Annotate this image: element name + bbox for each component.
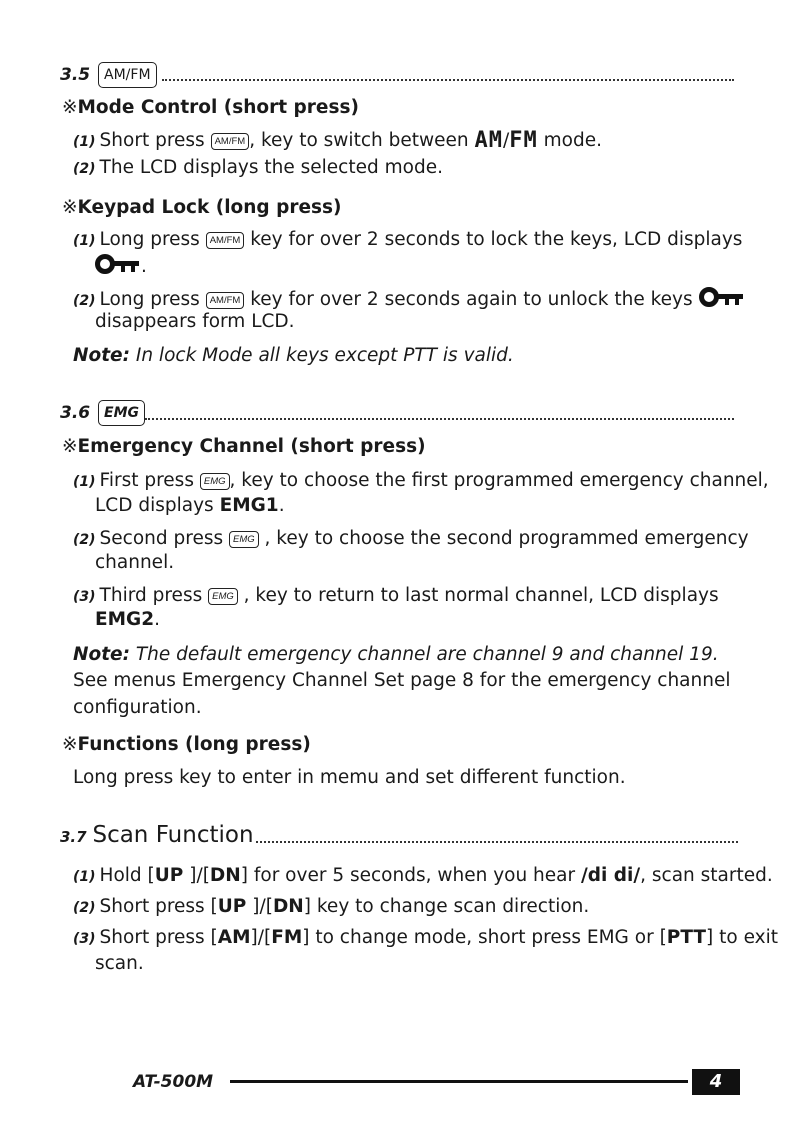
emg-item-1: (1) First press EMG , key to choose the first programmed emergency channel, xyxy=(73,470,769,491)
functions-heading: ※Functions (long press) xyxy=(62,734,311,755)
am-fm-key: AM/FM xyxy=(98,62,157,88)
lock-item-2: (2) Long press AM/FM key for over 2 seconds again to unlock the keys xyxy=(73,286,745,310)
emg-key-inline: EMG xyxy=(208,588,238,605)
emg-key-inline: EMG xyxy=(229,531,259,548)
scan-item-3-cont: scan. xyxy=(95,953,144,974)
emergency-channel-heading: ※Emergency Channel (short press) xyxy=(62,436,426,457)
section-number: 3.6 xyxy=(60,403,91,423)
emg-key: EMG xyxy=(98,400,145,426)
footer-rule xyxy=(230,1080,688,1083)
leader-dots xyxy=(145,418,734,420)
section-number: 3.5 xyxy=(60,65,91,85)
section-3-6-header xyxy=(60,400,145,426)
scan-item-2: (2) Short press [UP ]/[DN] key to change scan direction. xyxy=(73,896,590,917)
lcd-fm: FM xyxy=(509,128,538,153)
scan-item-1: (1) Hold [UP ]/[DN] for over 5 seconds, when you hear /di di/, scan started. xyxy=(73,865,773,886)
emg-key-inline: EMG xyxy=(200,473,230,490)
lock-item-2-cont: disappears form LCD. xyxy=(95,311,295,332)
lock-item-1: (1) Long press AM/FM key for over 2 seconds to lock the keys, LCD displays xyxy=(73,229,743,250)
section-number: 3.7 xyxy=(60,828,87,846)
keypad-lock-heading: ※Keypad Lock (long press) xyxy=(62,197,342,218)
note-3-6-line2: See menus Emergency Channel Set page 8 for the emergency channel xyxy=(73,670,731,691)
am-fm-key-inline: AM/FM xyxy=(206,292,245,309)
mode-control-heading: ※Mode Control (short press) xyxy=(62,97,359,118)
mode-item-1: (1) Short press AM/FM , key to switch between AM/FM mode. xyxy=(73,128,602,153)
note-3-6: Note: The default emergency channel are channel 9 and channel 19. xyxy=(73,644,719,665)
leader-dots xyxy=(256,841,738,843)
page-number: 4 xyxy=(692,1069,740,1095)
note-3-6-line3: configuration. xyxy=(73,697,202,718)
emg-item-3-cont: EMG2. xyxy=(95,609,160,630)
lock-item-1-cont: . xyxy=(95,253,147,277)
lcd-am: AM xyxy=(474,128,503,153)
section-title: Scan Function xyxy=(92,822,254,848)
emg-item-2: (2) Second press EMG , key to choose the second programmed emergency xyxy=(73,528,749,549)
key-lock-icon xyxy=(699,286,745,308)
note-3-5: Note: In lock Mode all keys except PTT is valid. xyxy=(73,345,514,366)
emg-item-2-cont: channel. xyxy=(95,552,175,573)
emg-item-1-cont: LCD displays EMG1. xyxy=(95,495,285,516)
mode-item-2: (2) The LCD displays the selected mode. xyxy=(73,157,443,178)
section-3-5-header xyxy=(60,62,157,88)
am-fm-key-inline: AM/FM xyxy=(206,232,245,249)
key-lock-icon xyxy=(95,253,141,275)
scan-item-3: (3) Short press [AM]/[FM] to change mode, short press EMG or [PTT] to exit xyxy=(73,927,778,948)
leader-dots xyxy=(162,79,734,81)
am-fm-key-inline: AM/FM xyxy=(211,133,250,150)
footer-model: AT-500M xyxy=(133,1072,214,1092)
emg-item-3: (3) Third press EMG , key to return to last normal channel, LCD displays xyxy=(73,585,719,606)
section-3-7-header xyxy=(60,822,254,848)
functions-text: Long press key to enter in memu and set different function. xyxy=(73,767,626,788)
